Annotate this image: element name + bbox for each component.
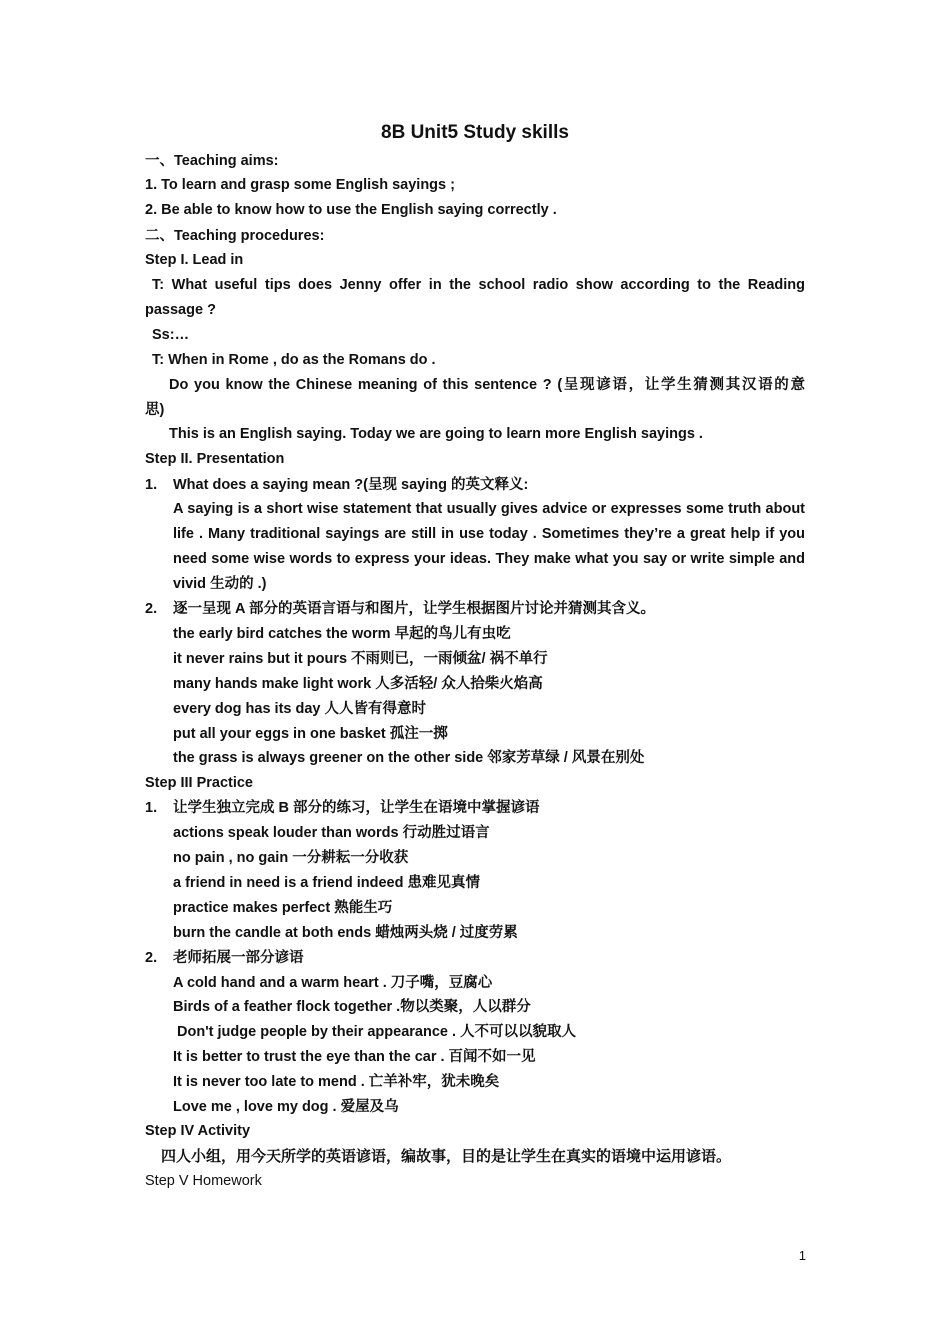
step2-item-title: What does a saying mean ?(呈现 saying 的英文释义: [173,477,529,493]
step1-line: passage ? [145,302,216,318]
step3-item-title: 让学生独立完成 B 部分的练习，让学生在语境中掌握谚语 [173,800,540,816]
saying-line: every dog has its day 人人皆有得意时 [173,701,427,717]
list-number: 2. [145,601,158,617]
saying-line: put all your eggs in one basket 孤注一掷 [173,726,448,742]
procedures-heading: 二、Teaching procedures: [145,228,325,244]
step3-item-title: 老师拓展一部分谚语 [173,950,304,966]
saying-line: A cold hand and a warm heart . 刀子嘴，豆腐心 [173,975,493,991]
saying-line: actions speak louder than words 行动胜过语言 [173,825,490,841]
saying-line: a friend in need is a friend indeed 患难见真情 [173,875,480,891]
saying-line: many hands make light work 人多活轻/ 众人拾柴火焰高 [173,676,543,692]
list-number: 1. [145,800,158,816]
aim-item: 2. Be able to know how to use the English saying correctly . [145,202,557,218]
saying-line: the early bird catches the worm 早起的鸟儿有虫吃 [173,626,511,642]
document-title: 8B Unit5 Study skills [381,122,569,143]
saying-line: Love me , love my dog . 爱屋及乌 [173,1099,399,1115]
step4-heading: Step IV Activity [145,1123,251,1139]
saying-line: It is never too late to mend . 亡羊补牢，犹未晚矣 [173,1074,500,1090]
step1-heading: Step I. Lead in [145,252,244,268]
saying-line: practice makes perfect 熟能生巧 [173,900,393,916]
list-number: 1. [145,477,158,493]
step1-line: This is an English saying. Today we are going to learn more English sayings . [169,426,703,442]
step2-heading: Step II. Presentation [145,451,285,467]
saying-line: Don't judge people by their appearance . 人不可以以貌取人 [173,1024,577,1040]
list-number: 2. [145,950,158,966]
saying-definition-line: vivid 生动的 .) [173,576,267,592]
step5-heading: Step V Homework [145,1173,262,1189]
saying-line: Birds of a feather flock together .物以类聚，人以群分 [173,999,531,1015]
saying-definition-line: need some wise words to express your ideas. They make what you say or write simple and [173,551,805,567]
saying-line: It is better to trust the eye than the car . 百闻不如一见 [173,1049,536,1065]
saying-definition-line: life . Many traditional sayings are still in use today . Sometimes they’re a great help if you [173,526,805,542]
step1-line: Do you know the Chinese meaning of this sentence ? (呈现谚语，让学生猜测其汉语的意 [169,377,805,393]
saying-line: it never rains but it pours 不雨则已，一雨倾盆/ 祸不单行 [173,651,548,667]
saying-definition-line: A saying is a short wise statement that usually gives advice or expresses some truth about [173,501,805,517]
step1-line: Ss:… [152,327,190,343]
step1-line: 思) [145,402,165,418]
saying-line: the grass is always greener on the other side 邻家芳草绿 / 风景在别处 [173,750,645,766]
step4-text: 四人小组，用今天所学的英语谚语，编故事，目的是让学生在真实的语境中运用谚语。 [161,1148,732,1165]
aim-item: 1. To learn and grasp some English sayings ; [145,177,455,193]
aims-heading: 一、Teaching aims: [145,153,279,169]
saying-line: no pain , no gain 一分耕耘一分收获 [173,850,409,866]
step2-item-title: 逐一呈现 A 部分的英语言语与和图片，让学生根据图片讨论并猜测其含义。 [173,601,655,617]
step1-line: T: When in Rome , do as the Romans do . [152,352,436,368]
step1-line: T: What useful tips does Jenny offer in the school radio show according to the Reading [152,277,805,293]
step3-heading: Step III Practice [145,775,253,791]
page-number: 1 [798,1248,806,1263]
saying-line: burn the candle at both ends 蜡烛两头烧 / 过度劳累 [173,925,518,941]
